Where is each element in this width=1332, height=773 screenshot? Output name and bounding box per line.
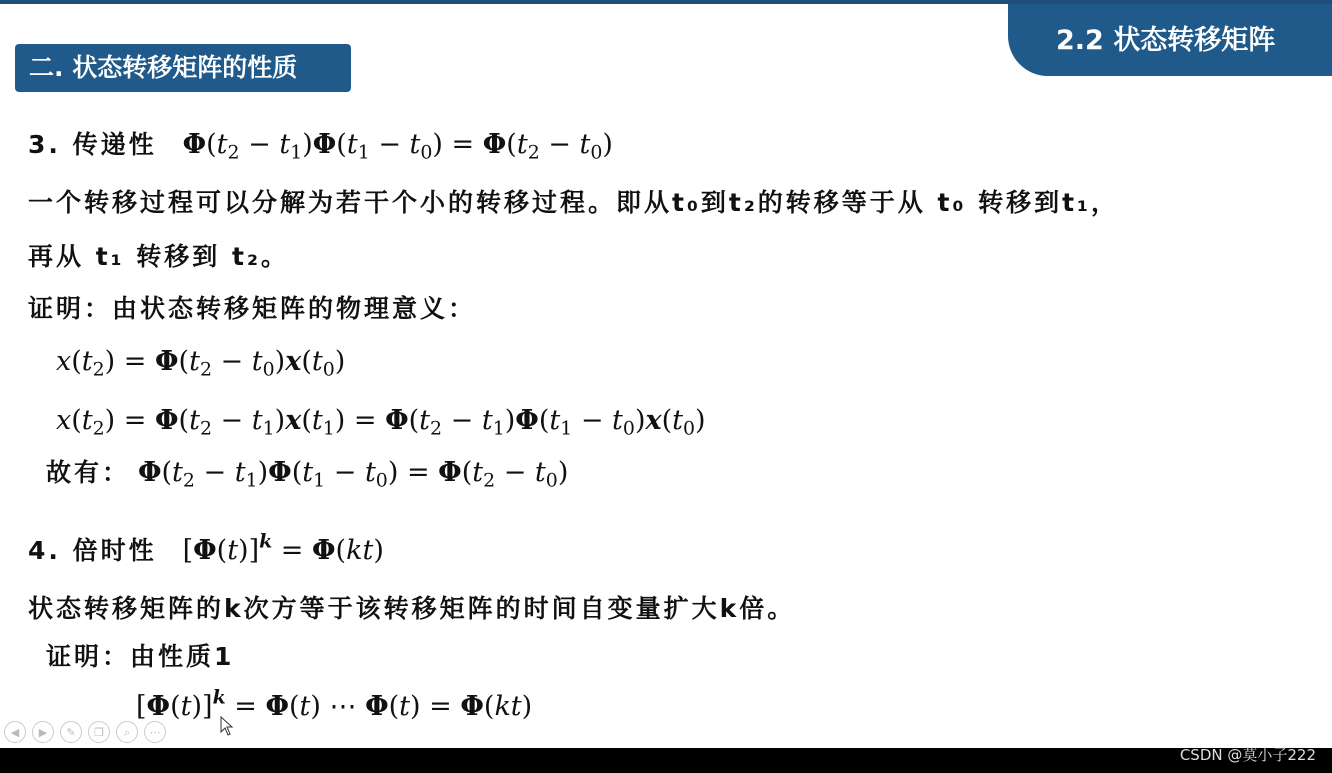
- property-4-proof-label: 证明：由性质1: [46, 642, 235, 671]
- property-4-formula: $[\Phi(t)]^k = \Phi(kt)$: [182, 530, 384, 566]
- next-icon[interactable]: ▶: [32, 721, 54, 743]
- bottom-bar: [0, 748, 1332, 773]
- watermark: CSDN @莫小子222: [1179, 746, 1316, 764]
- property-3-label: 3. 传递性: [28, 130, 157, 159]
- corner-title: 2.2 状态转移矩阵: [1008, 4, 1332, 76]
- property-3-desc-line2: 再从 t₁ 转移到 t₂。: [28, 242, 289, 271]
- prev-icon[interactable]: ◀: [4, 721, 26, 743]
- property-3-heading: [28, 128, 613, 162]
- conclusion-label: 故有：: [46, 458, 131, 487]
- section-title: 二. 状态转移矩阵的性质: [15, 44, 351, 92]
- property-3-desc-line1: 一个转移过程可以分解为若干个小的转移过程。即从t₀到t₂的转移等于从 t₀ 转移到t₁，: [28, 188, 1120, 217]
- conclusion-line: [46, 456, 568, 490]
- property-4-desc: 状态转移矩阵的k次方等于该转移矩阵的时间自变量扩大k倍。: [28, 594, 796, 623]
- copy-icon[interactable]: ❐: [88, 721, 110, 743]
- property-3-proof-label: 证明：由状态转移矩阵的物理意义：: [28, 294, 477, 323]
- property-4-label: 4. 倍时性: [28, 536, 157, 565]
- proof-equation-1: $x(t_2) = \Phi(t_2 - t_0)x(t_0)$: [56, 346, 346, 381]
- property-4-proof-equation: $[\Phi(t)]^k = \Phi(t)$ ⋯ Φ(t) = Φ(kt): [136, 686, 533, 722]
- pen-icon[interactable]: ✎: [60, 721, 82, 743]
- mouse-cursor-icon: [220, 716, 234, 736]
- player-controls: [4, 721, 166, 743]
- proof-equation-2: $x(t_2) = \Phi(t_2 - t_1)x(t_1) = \Phi(t_2 - t_1)\Phi(t_1 - t_0)x(t_0)$: [56, 405, 706, 440]
- conclusion-formula: $\Phi(t_2 - t_1)\Phi(t_1 - t_0) = \Phi(t_2 - t_0)$: [137, 457, 569, 492]
- more-icon[interactable]: ⋯: [144, 721, 166, 743]
- property-3-formula: $\Phi(t_2 - t_1)\Phi(t_1 - t_0) = \Phi(t_2 - t_0)$: [182, 129, 613, 164]
- zoom-icon[interactable]: ⌕: [116, 721, 138, 743]
- property-4-heading: [28, 530, 384, 568]
